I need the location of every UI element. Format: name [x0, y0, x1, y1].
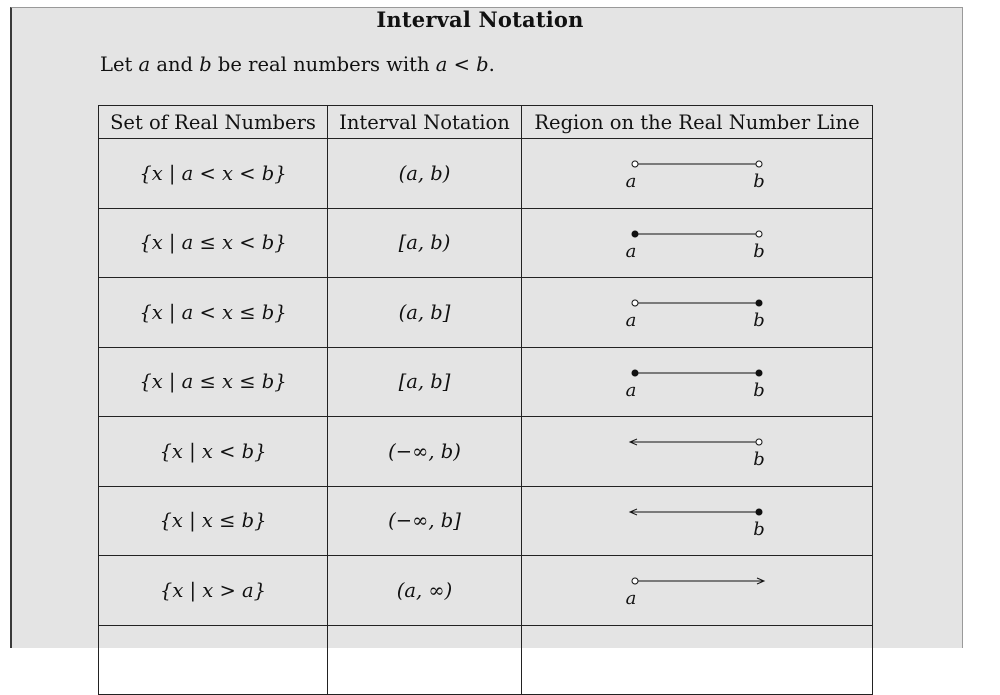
set-builder-cell: [99, 625, 328, 695]
number-line-cell: [522, 208, 873, 278]
endpoint-label: a: [625, 171, 637, 193]
intro-and: and: [150, 53, 200, 76]
table-row: [99, 139, 873, 209]
endpoint-label: b: [753, 310, 765, 332]
set-builder-cell: {x | x ≤ b}: [99, 486, 328, 556]
table-row: [99, 625, 873, 695]
interval-cell: [328, 625, 522, 695]
endpoint-label: b: [753, 449, 765, 471]
intro-sentence: [100, 53, 495, 76]
closed-endpoint-dot: [756, 300, 762, 306]
set-builder-cell: {x | a ≤ x < b}: [99, 208, 328, 278]
intro-var-a: a: [138, 53, 151, 76]
endpoint-label: a: [625, 240, 637, 262]
interval-cell: (−∞, b]: [328, 486, 522, 556]
header-interval: Interval Notation: [328, 106, 522, 139]
closed-endpoint-dot: [632, 370, 638, 376]
intro-suffix: .: [488, 53, 495, 76]
table-row: [99, 556, 873, 626]
set-builder-cell: {x | a < x < b}: [99, 139, 328, 209]
interval-cell: (a, b]: [328, 278, 522, 348]
interval-cell: (a, b): [328, 139, 522, 209]
closed-endpoint-dot: [632, 231, 638, 237]
open-endpoint-circle: [756, 161, 762, 167]
intro-var-b: b: [199, 53, 212, 76]
set-builder-cell: {x | a < x ≤ b}: [99, 278, 328, 348]
endpoint-label: a: [625, 379, 637, 401]
intro-condition: a < b: [435, 53, 489, 76]
number-line: [617, 289, 777, 335]
endpoint-label: a: [625, 310, 637, 332]
set-builder-cell: {x | x > a}: [99, 556, 328, 626]
number-line-cell: [522, 486, 873, 556]
number-line: [617, 150, 777, 196]
number-line-cell: [522, 556, 873, 626]
interval-cell: (−∞, b): [328, 417, 522, 487]
endpoint-label: b: [753, 240, 765, 262]
interval-cell: [a, b]: [328, 347, 522, 417]
table-row: [99, 347, 873, 417]
endpoint-label: b: [753, 379, 765, 401]
endpoint-label: b: [753, 171, 765, 193]
open-endpoint-circle: [756, 231, 762, 237]
set-builder-cell: {x | x < b}: [99, 417, 328, 487]
interval-notation-table: [98, 105, 873, 695]
number-line-cell: [522, 347, 873, 417]
number-line: [617, 498, 777, 544]
table-row: [99, 278, 873, 348]
interval-cell: (a, ∞): [328, 556, 522, 626]
closed-endpoint-dot: [756, 509, 762, 515]
intro-prefix: Let: [100, 53, 139, 76]
table-row: [99, 486, 873, 556]
open-endpoint-circle: [632, 161, 638, 167]
number-line: [617, 567, 777, 613]
number-line-cell: [522, 417, 873, 487]
header-region: Region on the Real Number Line: [522, 106, 873, 139]
number-line-cell: [522, 139, 873, 209]
number-line: [617, 220, 777, 266]
header-set: Set of Real Numbers: [99, 106, 328, 139]
number-line: [617, 359, 777, 405]
open-endpoint-circle: [632, 578, 638, 584]
endpoint-label: b: [753, 518, 765, 540]
number-line-cell: [522, 278, 873, 348]
page-title: Interval Notation: [376, 7, 584, 32]
table-header-row: [99, 106, 873, 139]
number-line-cell: [522, 625, 873, 695]
table-row: [99, 417, 873, 487]
closed-endpoint-dot: [756, 370, 762, 376]
open-endpoint-circle: [632, 300, 638, 306]
set-builder-cell: {x | a ≤ x ≤ b}: [99, 347, 328, 417]
number-line: [617, 428, 777, 474]
table-row: [99, 208, 873, 278]
interval-cell: [a, b): [328, 208, 522, 278]
endpoint-label: a: [625, 588, 637, 610]
open-endpoint-circle: [756, 439, 762, 445]
intro-mid: be real numbers with: [211, 53, 436, 76]
